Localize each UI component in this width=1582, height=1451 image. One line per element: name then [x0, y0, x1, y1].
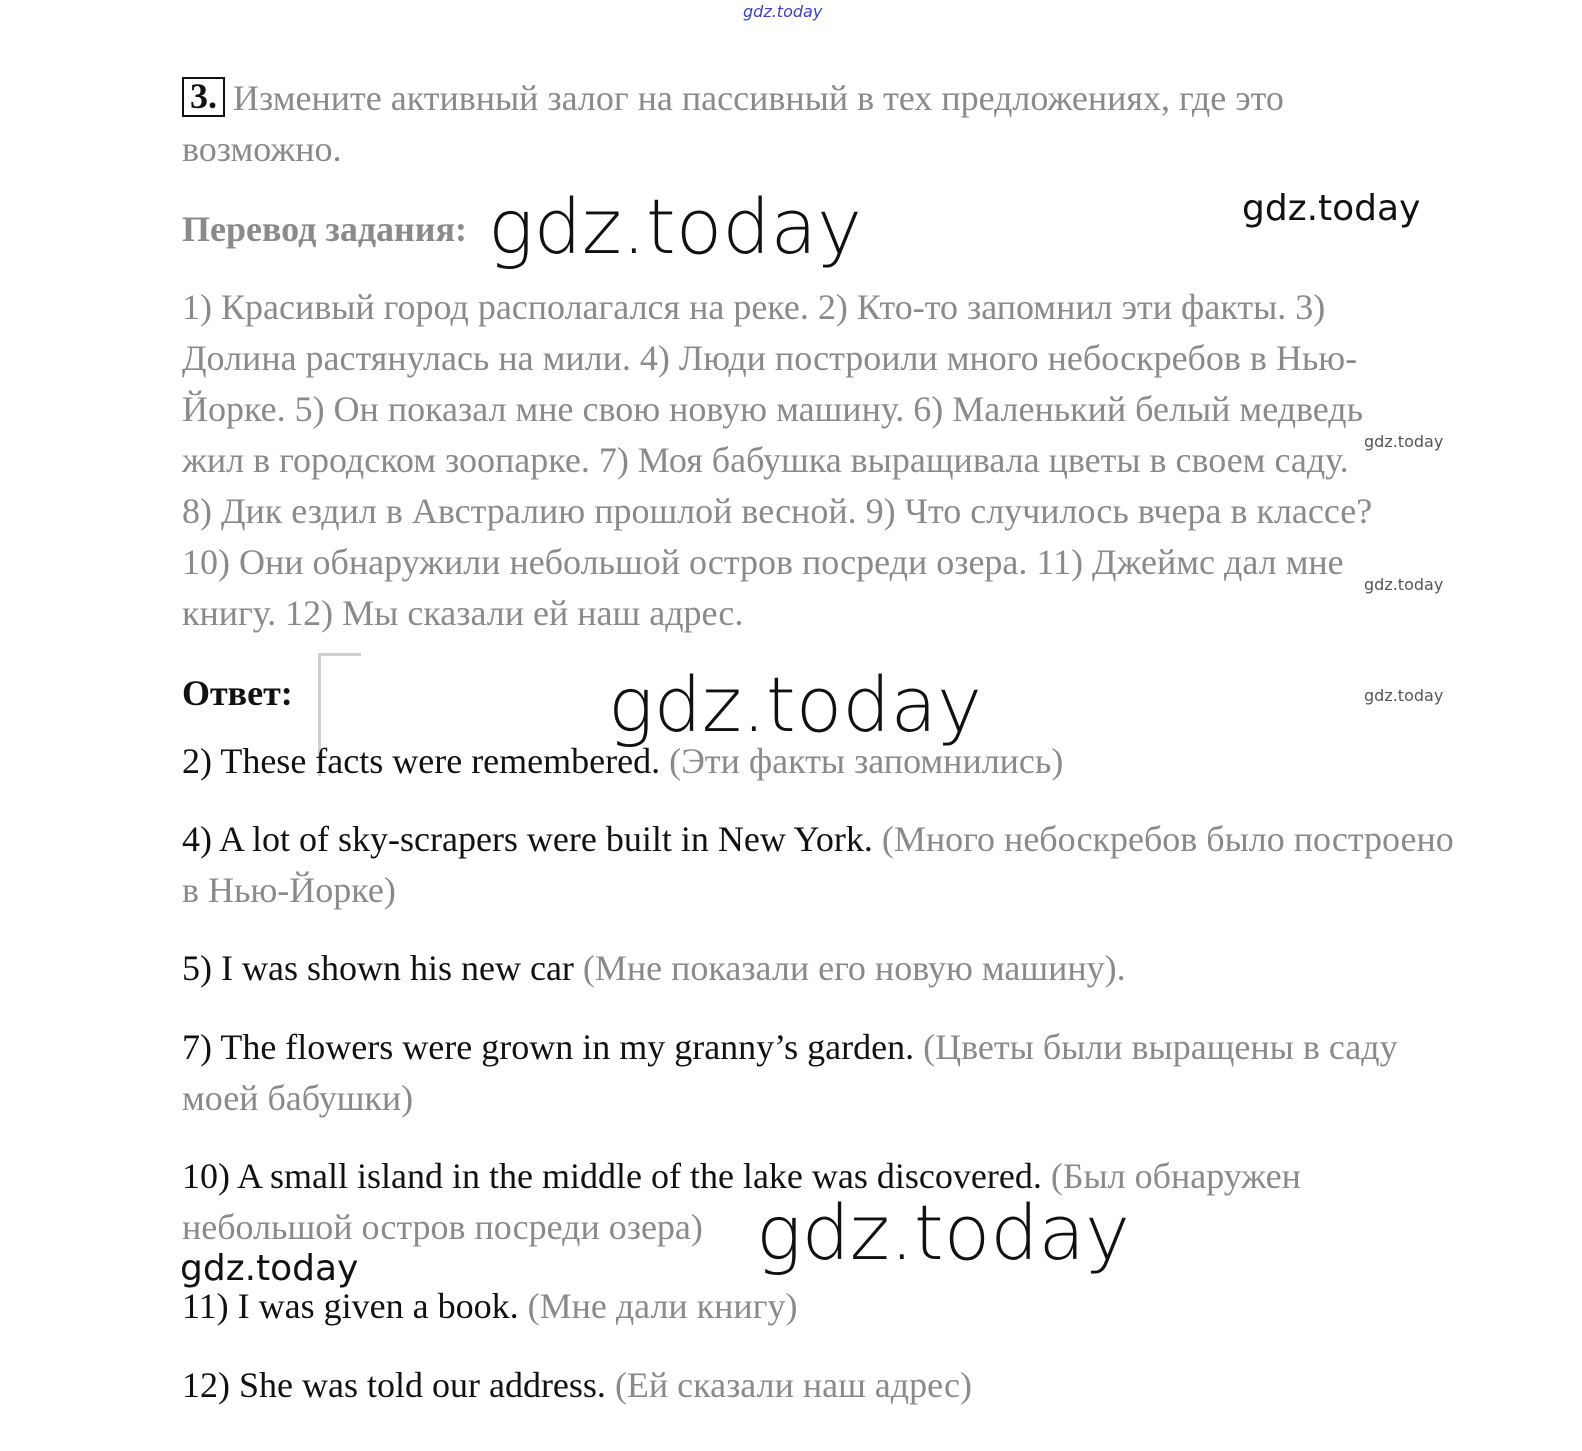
translation-text — [182, 282, 1462, 639]
answer-ru: (Был обнаружен небольшой остров посреди озера) — [182, 1156, 1301, 1247]
answer-ru: (Много небоскребов было построено в Нью-Йорке) — [182, 819, 1454, 910]
translation-line: жил в городском зоопарке. 7) Моя бабушка выращивала цветы в своем саду. — [182, 440, 1349, 480]
watermark-small-3: gdz.today — [1364, 686, 1444, 705]
watermark-small-2: gdz.today — [1364, 575, 1444, 594]
task-number: 3. — [182, 77, 225, 117]
translation-line: 10) Они обнаружили небольшой остров посреди озера. 11) Джеймс дал мне — [182, 542, 1344, 582]
answer-ru: (Цветы были выращены в саду моей бабушки) — [182, 1027, 1398, 1118]
answer-en: 7) The flowers were grown in my granny’s garden. — [182, 1027, 915, 1067]
answer-item — [182, 1360, 1462, 1411]
instruction-line-1: Измените активный залог на пассивный в тех предложениях, где это — [233, 78, 1284, 118]
watermark-large-1: gdz.today — [488, 182, 862, 271]
translation-line: Долина растянулась на мили. 4) Люди построили много небоскребов в Нью- — [182, 338, 1358, 378]
watermark-large-3: gdz.today — [756, 1188, 1130, 1277]
watermark-medium-1: gdz.today — [1242, 188, 1421, 229]
answer-ru: (Мне дали книгу) — [527, 1286, 798, 1326]
answer-en: 4) A lot of sky-scrapers were built in New York. — [182, 819, 873, 859]
watermark-top: gdz.today — [743, 2, 823, 21]
answer-ru: (Мне показали его новую машину). — [582, 948, 1126, 988]
translation-line: книгу. 12) Мы сказали ей наш адрес. — [182, 593, 744, 633]
translation-line: 1) Красивый город располагался на реке. 2) Кто-то запомнил эти факты. 3) — [182, 287, 1326, 327]
answer-item — [182, 1281, 1462, 1332]
answer-en: 10) A small island in the middle of the lake was discovered. — [182, 1156, 1042, 1196]
answer-ru: (Эти факты запомнились) — [669, 741, 1064, 781]
answer-en: 12) She was told our address. — [182, 1365, 606, 1405]
translation-line: Йорке. 5) Он показал мне свою новую машину. 6) Маленький белый медведь — [182, 389, 1364, 429]
answer-item — [182, 814, 1462, 916]
watermark-small-1: gdz.today — [1364, 432, 1444, 451]
translation-line: 8) Дик ездил в Австралию прошлой весной. 9) Что случилось вчера в классе? — [182, 491, 1373, 531]
watermark-medium-2: gdz.today — [180, 1248, 359, 1289]
answer-heading: Ответ: — [182, 673, 293, 713]
watermark-large-2: gdz.today — [608, 660, 982, 749]
answer-item — [182, 943, 1462, 994]
translation-heading: Перевод задания: — [182, 209, 467, 249]
answer-en: 5) I was shown his new car — [182, 948, 574, 988]
answer-item — [182, 736, 1462, 787]
instruction-line-2: возможно. — [182, 129, 342, 169]
answer-item — [182, 1022, 1462, 1124]
answer-ru: (Ей сказали наш адрес) — [614, 1365, 972, 1405]
task-instruction — [182, 73, 1462, 175]
answer-en: 2) These facts were remembered. — [182, 741, 661, 781]
answer-en: 11) I was given a book. — [182, 1286, 519, 1326]
